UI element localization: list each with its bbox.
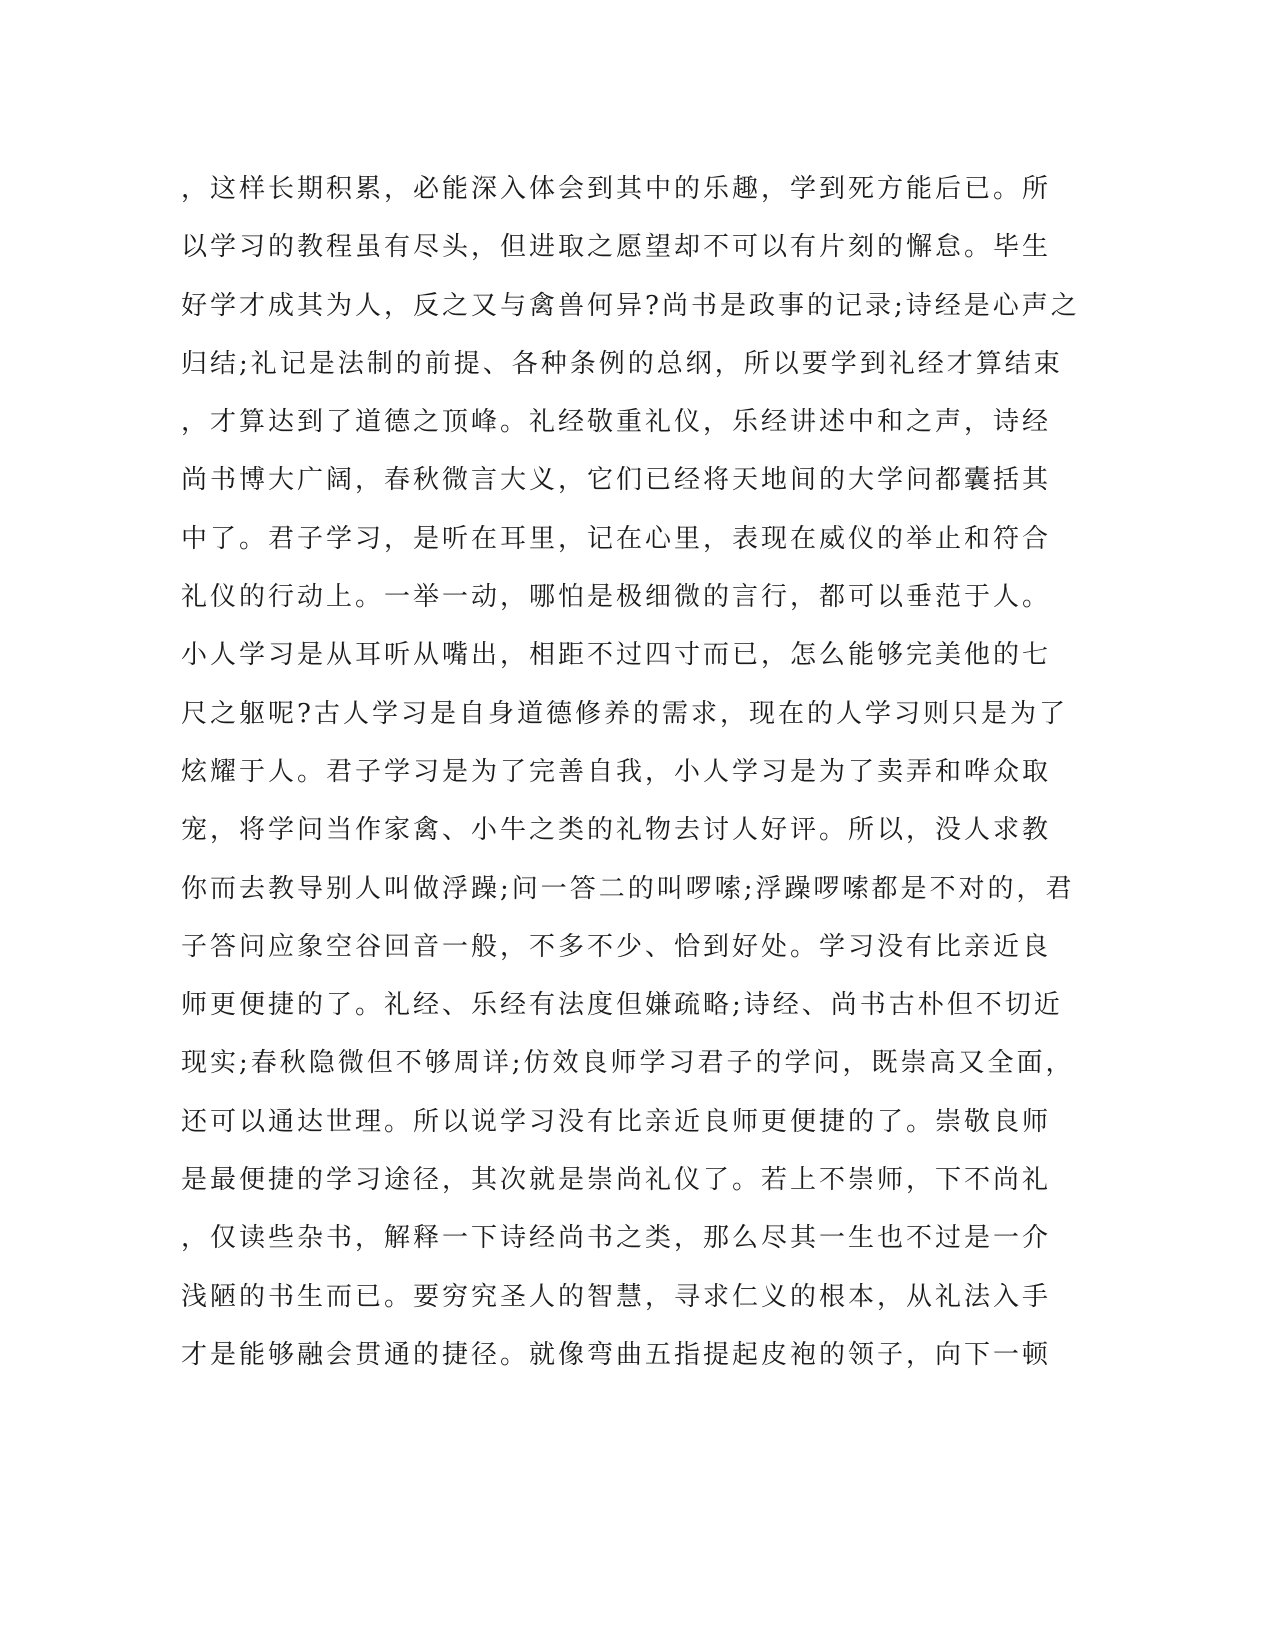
text-line: 才是能够融会贯通的捷径。就像弯曲五指提起皮袍的领子，向下一顿 — [181, 1339, 1052, 1370]
body-text — [181, 160, 1080, 1384]
text-line: 好学才成其为人，反之又与禽兽何异?尚书是政事的记录;诗经是心声之 — [181, 290, 1080, 321]
text-line: 尚书博大广阔，春秋微言大义，它们已经将天地间的大学问都囊括其 — [181, 465, 1052, 496]
text-line: 是最便捷的学习途径，其次就是崇尚礼仪了。若上不崇师，下不尚礼 — [181, 1165, 1052, 1196]
text-line: 还可以通达世理。所以说学习没有比亲近良师更便捷的了。崇敬良师 — [181, 1106, 1052, 1137]
text-line: ，才算达到了道德之顶峰。礼经敬重礼仪，乐经讲述中和之声，诗经 — [181, 407, 1052, 438]
text-line: 尺之躯呢?古人学习是自身道德修养的需求，现在的人学习则只是为了 — [181, 698, 1068, 729]
text-line: ，这样长期积累，必能深入体会到其中的乐趣，学到死方能后已。所 — [181, 174, 1052, 204]
text-line: 子答问应象空谷回音一般，不多不少、恰到好处。学习没有比亲近良 — [181, 931, 1052, 962]
text-line: 师更便捷的了。礼经、乐经有法度但嫌疏略;诗经、尚书古朴但不切近 — [181, 990, 1063, 1021]
text-line: 以学习的教程虽有尽头，但进取之愿望却不可以有片刻的懈怠。毕生 — [181, 232, 1052, 263]
text-line: 归结;礼记是法制的前提、各种条例的总纲，所以要学到礼经才算结束 — [181, 348, 1063, 379]
text-line: 现实;春秋隐微但不够周详;仿效良师学习君子的学问，既崇高又全面， — [181, 1048, 1075, 1079]
text-line: ，仅读些杂书，解释一下诗经尚书之类，那么尽其一生也不过是一介 — [181, 1223, 1052, 1254]
text-line: 炫耀于人。君子学习是为了完善自我，小人学习是为了卖弄和哗众取 — [181, 756, 1052, 787]
text-line: 礼仪的行动上。一举一动，哪怕是极细微的言行，都可以垂范于人。 — [181, 582, 1052, 613]
text-line: 小人学习是从耳听从嘴出，相距不过四寸而已，怎么能够完美他的七 — [181, 640, 1052, 671]
text-line: 浅陋的书生而已。要穷究圣人的智慧，寻求仁义的根本，从礼法入手 — [181, 1281, 1052, 1312]
text-line: 宠，将学问当作家禽、小牛之类的礼物去讨人好评。所以，没人求教 — [181, 815, 1052, 846]
text-line: 你而去教导别人叫做浮躁;问一答二的叫啰嗦;浮躁啰嗦都是不对的，君 — [181, 873, 1075, 904]
text-line: 中了。君子学习，是听在耳里，记在心里，表现在威仪的举止和符合 — [181, 523, 1052, 554]
